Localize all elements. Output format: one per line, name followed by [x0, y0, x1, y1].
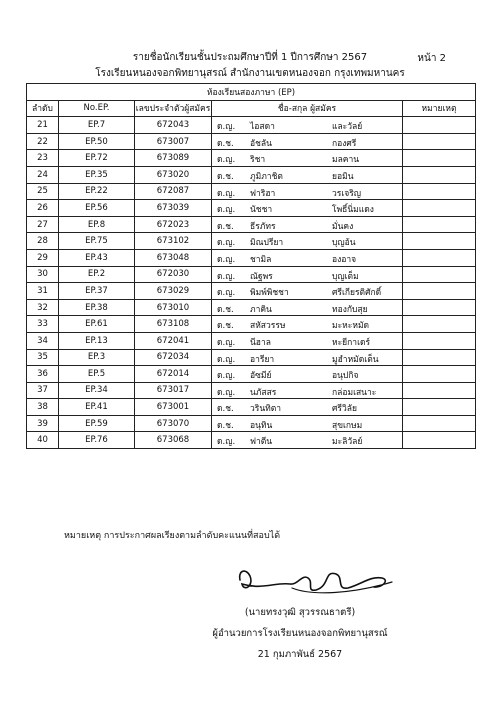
remark-cell — [403, 249, 476, 266]
applicant-id: 672034 — [135, 349, 212, 366]
row-number: 30 — [27, 266, 59, 283]
signer-name: (นายทรงวุฒิ สุวรรณธาตรี) — [244, 607, 356, 618]
ep-number: EP.2 — [59, 266, 135, 283]
section-title-row — [27, 84, 476, 101]
ep-number: EP.8 — [59, 216, 135, 233]
name-prefix: ด.ช. — [217, 138, 234, 149]
first-name: นีฮาล — [250, 337, 271, 348]
last-name: องอาจ — [332, 254, 357, 265]
ep-number: EP.34 — [59, 382, 135, 399]
applicant-name — [212, 349, 403, 366]
ep-number: EP.43 — [59, 249, 135, 266]
applicant-name — [212, 233, 403, 250]
first-name: อนุทิน — [250, 420, 273, 431]
ep-number: EP.5 — [59, 366, 135, 383]
table-row — [27, 166, 476, 183]
table-row — [27, 183, 476, 200]
remark-cell — [403, 216, 476, 233]
col-header-app-id: เลขประจำตัวผู้สมัคร — [135, 100, 212, 117]
row-number: 37 — [27, 382, 59, 399]
applicant-id: 673001 — [135, 399, 212, 416]
ep-number: EP.38 — [59, 299, 135, 316]
col-header-no: ลำดับ — [27, 100, 59, 117]
page-number: หน้า 2 — [417, 53, 446, 64]
remark-cell — [403, 432, 476, 449]
applicant-name — [212, 382, 403, 399]
remark-cell — [403, 415, 476, 432]
applicant-id: 672087 — [135, 183, 212, 200]
header-title: รายชื่อนักเรียนชั้นประถมศึกษาปีที่ 1 ปีการศึกษา 2567 — [132, 52, 368, 63]
last-name: บุญเต็ม — [332, 271, 359, 282]
section-title: ห้องเรียนสองภาษา (EP) — [27, 84, 476, 101]
name-prefix: ด.ญ. — [217, 354, 236, 365]
applicant-name — [212, 216, 403, 233]
last-name: กล่อมเสนาะ — [332, 387, 377, 398]
row-number: 39 — [27, 415, 59, 432]
last-name: ศรีเกียรติศักดิ์ — [332, 288, 382, 299]
applicant-id: 673010 — [135, 299, 212, 316]
row-number: 33 — [27, 316, 59, 333]
student-roster-table — [26, 83, 476, 449]
last-name: มั่นคง — [332, 221, 354, 232]
header-school: โรงเรียนหนองจอกพิทยานุสรณ์ สำนักงานเขตหนองจอก กรุงเทพมหานคร — [95, 68, 405, 79]
applicant-name — [212, 266, 403, 283]
name-prefix: ด.ญ. — [217, 254, 236, 265]
applicant-id: 673070 — [135, 415, 212, 432]
name-prefix: ด.ญ. — [217, 437, 236, 448]
remark-cell — [403, 332, 476, 349]
table-row — [27, 316, 476, 333]
last-name: บุญอ้น — [332, 238, 356, 249]
first-name: ฟาตีน — [250, 437, 273, 448]
applicant-name — [212, 415, 403, 432]
row-number: 28 — [27, 233, 59, 250]
name-prefix: ด.ญ. — [217, 271, 236, 282]
applicant-id: 672030 — [135, 266, 212, 283]
name-prefix: ด.ช. — [217, 321, 234, 332]
applicant-id: 673102 — [135, 233, 212, 250]
first-name: ภาคิน — [250, 304, 272, 315]
applicant-name — [212, 332, 403, 349]
table-row — [27, 299, 476, 316]
first-name: อัชลัน — [250, 138, 272, 149]
first-name: ฟาริฮา — [250, 188, 276, 199]
first-name: ณัฐพร — [250, 271, 273, 282]
row-number: 22 — [27, 133, 59, 150]
row-number: 31 — [27, 283, 59, 300]
first-name: อัซมีย์ — [250, 371, 272, 382]
table-row — [27, 233, 476, 250]
footnote: หมายเหตุ การประกาศผลเรียงตามลำดับคะแนนที่สอบได้ — [64, 531, 281, 541]
row-number: 27 — [27, 216, 59, 233]
applicant-name — [212, 117, 403, 134]
first-name: นภัสสร — [250, 387, 277, 398]
row-number: 32 — [27, 299, 59, 316]
col-header-ep: No.EP. — [59, 100, 135, 117]
table-row — [27, 216, 476, 233]
table-row — [27, 399, 476, 416]
ep-number: EP.41 — [59, 399, 135, 416]
row-number: 35 — [27, 349, 59, 366]
table-row — [27, 415, 476, 432]
row-number: 29 — [27, 249, 59, 266]
table-row — [27, 432, 476, 449]
applicant-id: 673108 — [135, 316, 212, 333]
last-name: อนุปกิจ — [332, 371, 359, 382]
first-name: วรินทิตา — [250, 404, 282, 415]
applicant-id: 673089 — [135, 150, 212, 167]
last-name: วรเจริญ — [332, 188, 362, 199]
first-name: มิณปรียา — [250, 238, 284, 249]
last-name: โพธิ์นิ่มแดง — [332, 205, 374, 216]
last-name: ทองกับสุย — [332, 304, 368, 315]
last-name: ศรีวิลัย — [332, 404, 357, 415]
table-row — [27, 266, 476, 283]
applicant-name — [212, 432, 403, 449]
applicant-name — [212, 183, 403, 200]
last-name: มลคาน — [332, 155, 360, 166]
last-name: กองศรี — [332, 138, 357, 149]
ep-number: EP.13 — [59, 332, 135, 349]
remark-cell — [403, 117, 476, 134]
applicant-id: 672014 — [135, 366, 212, 383]
remark-cell — [403, 166, 476, 183]
applicant-name — [212, 166, 403, 183]
name-prefix: ด.ญ. — [217, 288, 236, 299]
first-name: ภูมิภาชิต — [250, 171, 283, 182]
ep-number: EP.3 — [59, 349, 135, 366]
last-name: มูฮำหมัดเต็น — [332, 354, 379, 365]
name-prefix: ด.ญ. — [217, 122, 236, 133]
remark-cell — [403, 349, 476, 366]
ep-number: EP.37 — [59, 283, 135, 300]
row-number: 25 — [27, 183, 59, 200]
table-row — [27, 249, 476, 266]
signature-icon — [232, 560, 402, 600]
ep-number: EP.76 — [59, 432, 135, 449]
first-name: ชามิล — [250, 254, 272, 265]
name-prefix: ด.ญ. — [217, 387, 236, 398]
table-row — [27, 283, 476, 300]
ep-number: EP.56 — [59, 200, 135, 217]
remark-cell — [403, 150, 476, 167]
name-prefix: ด.ญ. — [217, 337, 236, 348]
applicant-id: 673020 — [135, 166, 212, 183]
remark-cell — [403, 233, 476, 250]
col-header-name: ชื่อ-สกุล ผู้สมัคร — [212, 100, 403, 117]
table-row — [27, 332, 476, 349]
name-prefix: ด.ช. — [217, 404, 234, 415]
ep-number: EP.22 — [59, 183, 135, 200]
ep-number: EP.59 — [59, 415, 135, 432]
applicant-id: 673039 — [135, 200, 212, 217]
remark-cell — [403, 283, 476, 300]
applicant-id: 673048 — [135, 249, 212, 266]
first-name: ไอสดา — [250, 122, 275, 133]
applicant-name — [212, 200, 403, 217]
applicant-id: 673029 — [135, 283, 212, 300]
ep-number: EP.75 — [59, 233, 135, 250]
remark-cell — [403, 183, 476, 200]
applicant-id: 673007 — [135, 133, 212, 150]
row-number: 36 — [27, 366, 59, 383]
applicant-name — [212, 299, 403, 316]
first-name: อารียา — [250, 354, 275, 365]
table-row — [27, 349, 476, 366]
last-name: สุขเกษม — [332, 420, 363, 431]
col-header-remark: หมายเหตุ — [403, 100, 476, 117]
remark-cell — [403, 266, 476, 283]
last-name: ยอมิน — [332, 171, 354, 182]
row-number: 40 — [27, 432, 59, 449]
first-name: พิมพ์พิชชา — [250, 288, 289, 299]
table-row — [27, 133, 476, 150]
remark-cell — [403, 399, 476, 416]
row-number: 23 — [27, 150, 59, 167]
name-prefix: ด.ญ. — [217, 238, 236, 249]
table-row — [27, 117, 476, 134]
row-number: 34 — [27, 332, 59, 349]
applicant-name — [212, 283, 403, 300]
last-name: หะยีกาเดร์ — [332, 337, 371, 348]
applicant-id: 672043 — [135, 117, 212, 134]
ep-number: EP.35 — [59, 166, 135, 183]
applicant-name — [212, 366, 403, 383]
remark-cell — [403, 316, 476, 333]
name-prefix: ด.ญ. — [217, 188, 236, 199]
table-row — [27, 366, 476, 383]
last-name: และวัลย์ — [332, 122, 363, 133]
applicant-name — [212, 399, 403, 416]
remark-cell — [403, 200, 476, 217]
last-name: มะหะหมัด — [332, 321, 370, 332]
applicant-id: 672041 — [135, 332, 212, 349]
name-prefix: ด.ญ. — [217, 205, 236, 216]
column-header-row — [27, 100, 476, 117]
signature-block — [180, 602, 420, 665]
applicant-name — [212, 150, 403, 167]
remark-cell — [403, 366, 476, 383]
table-row — [27, 200, 476, 217]
first-name: ธีรภัทร — [250, 221, 276, 232]
name-prefix: ด.ญ. — [217, 371, 236, 382]
remark-cell — [403, 382, 476, 399]
name-prefix: ด.ช. — [217, 420, 234, 431]
table-row — [27, 150, 476, 167]
applicant-id: 673017 — [135, 382, 212, 399]
name-prefix: ด.ช. — [217, 221, 234, 232]
row-number: 38 — [27, 399, 59, 416]
first-name: นัชชา — [250, 205, 273, 216]
row-number: 24 — [27, 166, 59, 183]
ep-number: EP.72 — [59, 150, 135, 167]
name-prefix: ด.ช. — [217, 304, 234, 315]
remark-cell — [403, 299, 476, 316]
last-name: มะลิวัลย์ — [332, 437, 363, 448]
name-prefix: ด.ช. — [217, 171, 234, 182]
applicant-id: 672023 — [135, 216, 212, 233]
applicant-id: 673068 — [135, 432, 212, 449]
row-number: 21 — [27, 117, 59, 134]
row-number: 26 — [27, 200, 59, 217]
signed-date: 21 กุมภาพันธ์ 2567 — [257, 649, 343, 660]
signer-position: ผู้อำนวยการโรงเรียนหนองจอกพิทยานุสรณ์ — [212, 628, 388, 639]
first-name: ริชา — [250, 155, 266, 166]
applicant-name — [212, 316, 403, 333]
name-prefix: ด.ญ. — [217, 155, 236, 166]
applicant-name — [212, 249, 403, 266]
ep-number: EP.61 — [59, 316, 135, 333]
applicant-name — [212, 133, 403, 150]
ep-number: EP.50 — [59, 133, 135, 150]
first-name: สหัสวรรษ — [250, 321, 286, 332]
table-row — [27, 382, 476, 399]
ep-number: EP.7 — [59, 117, 135, 134]
remark-cell — [403, 133, 476, 150]
